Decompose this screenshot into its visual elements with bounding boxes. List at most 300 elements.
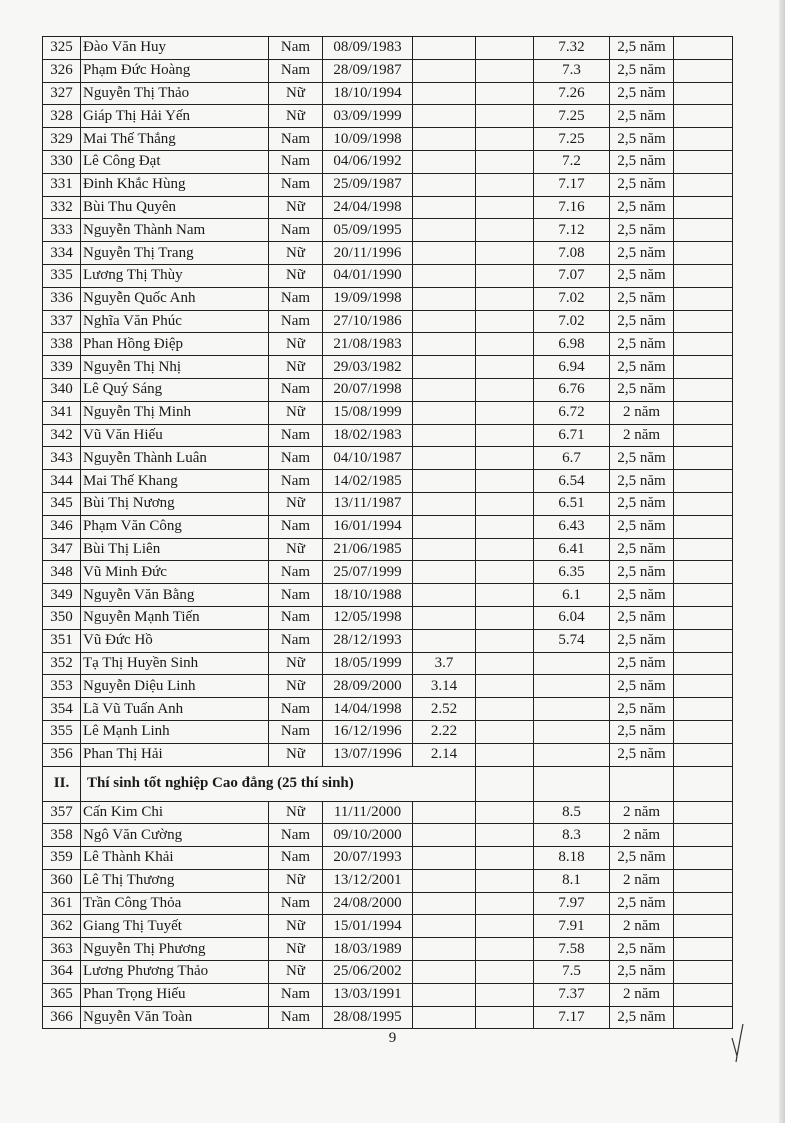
training-duration: 2,5 năm xyxy=(610,82,674,105)
table-row xyxy=(43,743,733,766)
table-cell-empty xyxy=(476,983,534,1006)
training-duration: 2,5 năm xyxy=(610,720,674,743)
score-cell-1 xyxy=(413,310,476,333)
candidate-gender: Nam xyxy=(269,606,323,629)
training-duration: 2,5 năm xyxy=(610,847,674,870)
table-row xyxy=(43,698,733,721)
table-body-part1 xyxy=(43,37,733,767)
row-number: 332 xyxy=(43,196,81,219)
candidate-birthdate: 12/05/1998 xyxy=(323,606,413,629)
candidate-name: Trần Công Thỏa xyxy=(81,892,269,915)
score-cell-1 xyxy=(413,105,476,128)
training-duration: 2,5 năm xyxy=(610,105,674,128)
candidate-gender: Nam xyxy=(269,447,323,470)
candidate-gender: Nam xyxy=(269,847,323,870)
row-number: 361 xyxy=(43,892,81,915)
candidate-name: Nguyễn Thị Nhị xyxy=(81,356,269,379)
training-duration: 2,5 năm xyxy=(610,242,674,265)
score-cell-1 xyxy=(413,629,476,652)
table-cell-empty xyxy=(674,128,733,151)
table-cell-empty xyxy=(674,847,733,870)
training-duration: 2,5 năm xyxy=(610,961,674,984)
table-cell-empty xyxy=(476,629,534,652)
table-cell-empty xyxy=(674,938,733,961)
training-duration: 2,5 năm xyxy=(610,173,674,196)
training-duration: 2 năm xyxy=(610,801,674,824)
table-cell-empty xyxy=(476,173,534,196)
candidate-gender: Nữ xyxy=(269,196,323,219)
score-cell-2: 6.54 xyxy=(534,470,610,493)
training-duration: 2,5 năm xyxy=(610,378,674,401)
training-duration: 2 năm xyxy=(610,824,674,847)
row-number: 341 xyxy=(43,401,81,424)
score-cell-2: 6.72 xyxy=(534,401,610,424)
candidate-birthdate: 18/02/1983 xyxy=(323,424,413,447)
row-number: 362 xyxy=(43,915,81,938)
table-cell-empty xyxy=(674,584,733,607)
table-cell-empty xyxy=(476,652,534,675)
candidate-name: Nguyễn Mạnh Tiến xyxy=(81,606,269,629)
candidate-name: Lương Thị Thùy xyxy=(81,264,269,287)
candidate-birthdate: 14/02/1985 xyxy=(323,470,413,493)
row-number: 334 xyxy=(43,242,81,265)
training-duration: 2 năm xyxy=(610,424,674,447)
table-cell-empty xyxy=(476,915,534,938)
table-row xyxy=(43,561,733,584)
candidate-birthdate: 16/01/1994 xyxy=(323,515,413,538)
candidate-name: Nguyễn Thị Phương xyxy=(81,938,269,961)
row-number: 365 xyxy=(43,983,81,1006)
score-cell-2: 6.04 xyxy=(534,606,610,629)
candidate-gender: Nữ xyxy=(269,401,323,424)
score-cell-2: 6.76 xyxy=(534,378,610,401)
score-cell-1: 2.52 xyxy=(413,698,476,721)
table-cell-empty xyxy=(476,242,534,265)
table-row xyxy=(43,983,733,1006)
table-cell-empty xyxy=(674,447,733,470)
candidate-birthdate: 05/09/1995 xyxy=(323,219,413,242)
table-cell-empty xyxy=(674,173,733,196)
training-duration: 2 năm xyxy=(610,915,674,938)
score-cell-2: 7.25 xyxy=(534,128,610,151)
candidate-gender: Nam xyxy=(269,173,323,196)
score-cell-2: 8.5 xyxy=(534,801,610,824)
candidate-name: Lê Thành Khải xyxy=(81,847,269,870)
candidate-gender: Nữ xyxy=(269,915,323,938)
table-section-header xyxy=(43,766,733,801)
training-duration: 2,5 năm xyxy=(610,333,674,356)
row-number: 360 xyxy=(43,869,81,892)
training-duration: 2,5 năm xyxy=(610,287,674,310)
candidate-birthdate: 14/04/1998 xyxy=(323,698,413,721)
table-cell-empty xyxy=(476,766,534,801)
candidate-name: Vũ Đức Hồ xyxy=(81,629,269,652)
score-cell-2 xyxy=(534,652,610,675)
candidate-birthdate: 13/12/2001 xyxy=(323,869,413,892)
candidate-gender: Nữ xyxy=(269,869,323,892)
score-cell-1: 2.14 xyxy=(413,743,476,766)
candidate-name: Nguyễn Thành Nam xyxy=(81,219,269,242)
row-number: 335 xyxy=(43,264,81,287)
training-duration: 2,5 năm xyxy=(610,37,674,60)
training-duration: 2,5 năm xyxy=(610,515,674,538)
table-row xyxy=(43,150,733,173)
training-duration: 2,5 năm xyxy=(610,652,674,675)
table-cell-empty xyxy=(476,37,534,60)
table-cell-empty xyxy=(476,105,534,128)
table-cell-empty xyxy=(674,401,733,424)
table-cell-empty xyxy=(610,766,674,801)
candidate-birthdate: 25/07/1999 xyxy=(323,561,413,584)
candidate-name: Nguyễn Quốc Anh xyxy=(81,287,269,310)
candidate-name: Phan Trọng Hiếu xyxy=(81,983,269,1006)
table-row xyxy=(43,938,733,961)
table-row xyxy=(43,37,733,60)
score-cell-1 xyxy=(413,938,476,961)
row-number: 339 xyxy=(43,356,81,379)
candidate-birthdate: 25/09/1987 xyxy=(323,173,413,196)
score-cell-1 xyxy=(413,356,476,379)
score-cell-2: 7.91 xyxy=(534,915,610,938)
candidate-gender: Nam xyxy=(269,378,323,401)
candidate-birthdate: 13/03/1991 xyxy=(323,983,413,1006)
training-duration: 2,5 năm xyxy=(610,150,674,173)
score-cell-2: 7.5 xyxy=(534,961,610,984)
candidate-name: Tạ Thị Huyền Sinh xyxy=(81,652,269,675)
score-cell-2: 7.08 xyxy=(534,242,610,265)
table-body-part2 xyxy=(43,801,733,1029)
candidate-birthdate: 21/08/1983 xyxy=(323,333,413,356)
table-cell-empty xyxy=(476,892,534,915)
training-duration: 2,5 năm xyxy=(610,356,674,379)
score-cell-2 xyxy=(534,698,610,721)
candidate-gender: Nam xyxy=(269,1006,323,1029)
candidate-birthdate: 04/06/1992 xyxy=(323,150,413,173)
score-cell-1 xyxy=(413,470,476,493)
table-cell-empty xyxy=(674,869,733,892)
table-cell-empty xyxy=(476,196,534,219)
training-duration: 2,5 năm xyxy=(610,470,674,493)
candidate-birthdate: 13/11/1987 xyxy=(323,492,413,515)
table-cell-empty xyxy=(674,242,733,265)
score-cell-1 xyxy=(413,150,476,173)
training-duration: 2,5 năm xyxy=(610,538,674,561)
score-cell-2: 7.37 xyxy=(534,983,610,1006)
row-number: 325 xyxy=(43,37,81,60)
candidate-birthdate: 29/03/1982 xyxy=(323,356,413,379)
candidate-name: Phạm Văn Công xyxy=(81,515,269,538)
score-cell-1 xyxy=(413,447,476,470)
score-cell-1 xyxy=(413,492,476,515)
score-cell-2: 7.2 xyxy=(534,150,610,173)
table-cell-empty xyxy=(674,150,733,173)
table-row xyxy=(43,824,733,847)
training-duration: 2,5 năm xyxy=(610,606,674,629)
table-row xyxy=(43,675,733,698)
table-cell-empty xyxy=(476,561,534,584)
score-cell-1 xyxy=(413,561,476,584)
candidate-birthdate: 16/12/1996 xyxy=(323,720,413,743)
candidate-birthdate: 25/06/2002 xyxy=(323,961,413,984)
table-cell-empty xyxy=(476,720,534,743)
section-title: Thí sinh tốt nghiệp Cao đẳng (25 thí sinh) xyxy=(81,766,476,801)
table-cell-empty xyxy=(674,264,733,287)
candidate-name: Lê Mạnh Linh xyxy=(81,720,269,743)
row-number: 348 xyxy=(43,561,81,584)
table-cell-empty xyxy=(476,675,534,698)
table-cell-empty xyxy=(476,356,534,379)
candidate-name: Bùi Thị Liên xyxy=(81,538,269,561)
score-cell-1 xyxy=(413,515,476,538)
candidate-name: Ngô Văn Cường xyxy=(81,824,269,847)
table-cell-empty xyxy=(674,82,733,105)
table-cell-empty xyxy=(674,961,733,984)
score-cell-1 xyxy=(413,173,476,196)
table-cell-empty xyxy=(674,743,733,766)
candidate-name: Mai Thế Khang xyxy=(81,470,269,493)
row-number: 355 xyxy=(43,720,81,743)
row-number: 353 xyxy=(43,675,81,698)
candidate-name: Mai Thế Thắng xyxy=(81,128,269,151)
table-cell-empty xyxy=(476,538,534,561)
table-row xyxy=(43,219,733,242)
table-cell-empty xyxy=(674,59,733,82)
score-cell-2: 8.18 xyxy=(534,847,610,870)
table-row xyxy=(43,196,733,219)
row-number: 349 xyxy=(43,584,81,607)
table-row xyxy=(43,720,733,743)
training-duration: 2,5 năm xyxy=(610,1006,674,1029)
table-cell-empty xyxy=(674,801,733,824)
candidate-birthdate: 18/10/1994 xyxy=(323,82,413,105)
table-cell-empty xyxy=(674,310,733,333)
score-cell-2: 7.25 xyxy=(534,105,610,128)
score-cell-2 xyxy=(534,675,610,698)
table-cell-empty xyxy=(674,1006,733,1029)
score-cell-2 xyxy=(534,743,610,766)
score-cell-1 xyxy=(413,1006,476,1029)
score-cell-1 xyxy=(413,961,476,984)
score-cell-2: 7.26 xyxy=(534,82,610,105)
training-duration: 2,5 năm xyxy=(610,892,674,915)
candidate-name: Lê Công Đạt xyxy=(81,150,269,173)
candidate-gender: Nữ xyxy=(269,961,323,984)
score-cell-1 xyxy=(413,128,476,151)
table-cell-empty xyxy=(476,287,534,310)
table-cell-empty xyxy=(674,492,733,515)
candidate-gender: Nam xyxy=(269,470,323,493)
table-row xyxy=(43,892,733,915)
table-cell-empty xyxy=(534,766,610,801)
table-row xyxy=(43,492,733,515)
table-cell-empty xyxy=(476,333,534,356)
candidate-birthdate: 04/10/1987 xyxy=(323,447,413,470)
candidate-gender: Nữ xyxy=(269,801,323,824)
row-number: 347 xyxy=(43,538,81,561)
candidate-gender: Nam xyxy=(269,983,323,1006)
row-number: 331 xyxy=(43,173,81,196)
table-cell-empty xyxy=(476,470,534,493)
row-number: 356 xyxy=(43,743,81,766)
candidate-gender: Nữ xyxy=(269,938,323,961)
table-cell-empty xyxy=(476,82,534,105)
table-cell-empty xyxy=(476,869,534,892)
candidate-birthdate: 28/09/2000 xyxy=(323,675,413,698)
candidate-birthdate: 28/08/1995 xyxy=(323,1006,413,1029)
table-cell-empty xyxy=(674,915,733,938)
row-number: 328 xyxy=(43,105,81,128)
score-cell-1 xyxy=(413,538,476,561)
table-row xyxy=(43,310,733,333)
candidate-birthdate: 18/05/1999 xyxy=(323,652,413,675)
candidate-name: Bùi Thu Quyên xyxy=(81,196,269,219)
candidate-gender: Nam xyxy=(269,561,323,584)
score-cell-1 xyxy=(413,82,476,105)
table-row xyxy=(43,801,733,824)
training-duration: 2,5 năm xyxy=(610,743,674,766)
score-cell-1 xyxy=(413,59,476,82)
candidate-gender: Nữ xyxy=(269,743,323,766)
table-row xyxy=(43,470,733,493)
candidate-gender: Nam xyxy=(269,287,323,310)
score-cell-1 xyxy=(413,264,476,287)
score-cell-1 xyxy=(413,401,476,424)
table-row xyxy=(43,424,733,447)
candidate-gender: Nam xyxy=(269,37,323,60)
score-cell-2: 8.1 xyxy=(534,869,610,892)
table-cell-empty xyxy=(674,675,733,698)
table-row xyxy=(43,401,733,424)
score-cell-2: 5.74 xyxy=(534,629,610,652)
table-cell-empty xyxy=(476,447,534,470)
score-cell-2: 7.58 xyxy=(534,938,610,961)
row-number: 336 xyxy=(43,287,81,310)
score-cell-1: 2.22 xyxy=(413,720,476,743)
candidate-name: Cấn Kim Chi xyxy=(81,801,269,824)
row-number: 352 xyxy=(43,652,81,675)
candidate-birthdate: 09/10/2000 xyxy=(323,824,413,847)
score-cell-2: 6.35 xyxy=(534,561,610,584)
score-cell-2: 6.51 xyxy=(534,492,610,515)
training-duration: 2,5 năm xyxy=(610,264,674,287)
table-cell-empty xyxy=(476,150,534,173)
table-cell-empty xyxy=(476,424,534,447)
row-number: 326 xyxy=(43,59,81,82)
training-duration: 2 năm xyxy=(610,869,674,892)
row-number: 354 xyxy=(43,698,81,721)
table-cell-empty xyxy=(476,128,534,151)
candidate-birthdate: 08/09/1983 xyxy=(323,37,413,60)
score-cell-2: 7.97 xyxy=(534,892,610,915)
table-cell-empty xyxy=(674,219,733,242)
candidate-gender: Nữ xyxy=(269,242,323,265)
candidate-name: Giáp Thị Hải Yến xyxy=(81,105,269,128)
candidate-name: Nguyễn Thành Luân xyxy=(81,447,269,470)
candidate-gender: Nam xyxy=(269,219,323,242)
table-cell-empty xyxy=(476,824,534,847)
table-row xyxy=(43,356,733,379)
table-row xyxy=(43,82,733,105)
candidate-gender: Nam xyxy=(269,720,323,743)
training-duration: 2,5 năm xyxy=(610,59,674,82)
row-number: 351 xyxy=(43,629,81,652)
table-cell-empty xyxy=(476,961,534,984)
candidate-birthdate: 15/08/1999 xyxy=(323,401,413,424)
table-cell-empty xyxy=(674,287,733,310)
candidate-name: Vũ Minh Đức xyxy=(81,561,269,584)
training-duration: 2 năm xyxy=(610,983,674,1006)
score-cell-1 xyxy=(413,424,476,447)
score-cell-2: 6.94 xyxy=(534,356,610,379)
score-cell-1 xyxy=(413,242,476,265)
table-cell-empty xyxy=(476,401,534,424)
candidate-birthdate: 18/10/1988 xyxy=(323,584,413,607)
score-cell-2 xyxy=(534,720,610,743)
table-cell-empty xyxy=(476,847,534,870)
training-duration: 2,5 năm xyxy=(610,629,674,652)
row-number: 359 xyxy=(43,847,81,870)
training-duration: 2 năm xyxy=(610,401,674,424)
score-cell-1 xyxy=(413,584,476,607)
table-row xyxy=(43,128,733,151)
table-cell-empty xyxy=(674,824,733,847)
score-cell-2: 6.7 xyxy=(534,447,610,470)
score-cell-2: 6.43 xyxy=(534,515,610,538)
score-cell-2: 7.32 xyxy=(534,37,610,60)
row-number: 358 xyxy=(43,824,81,847)
score-cell-1 xyxy=(413,801,476,824)
row-number: 346 xyxy=(43,515,81,538)
candidate-gender: Nữ xyxy=(269,652,323,675)
row-number: 330 xyxy=(43,150,81,173)
score-cell-2: 8.3 xyxy=(534,824,610,847)
table-row xyxy=(43,242,733,265)
score-cell-2: 7.17 xyxy=(534,1006,610,1029)
row-number: 337 xyxy=(43,310,81,333)
candidate-name: Nguyễn Văn Bằng xyxy=(81,584,269,607)
score-cell-1 xyxy=(413,847,476,870)
candidate-birthdate: 10/09/1998 xyxy=(323,128,413,151)
candidate-gender: Nữ xyxy=(269,675,323,698)
candidate-name: Nguyễn Thị Minh xyxy=(81,401,269,424)
table-cell-empty xyxy=(476,219,534,242)
section-row xyxy=(43,766,733,801)
training-duration: 2,5 năm xyxy=(610,561,674,584)
table-cell-empty xyxy=(476,938,534,961)
candidate-gender: Nữ xyxy=(269,82,323,105)
table-row xyxy=(43,333,733,356)
row-number: 340 xyxy=(43,378,81,401)
candidate-gender: Nam xyxy=(269,515,323,538)
candidate-birthdate: 04/01/1990 xyxy=(323,264,413,287)
table-row xyxy=(43,915,733,938)
candidate-birthdate: 24/04/1998 xyxy=(323,196,413,219)
candidate-birthdate: 13/07/1996 xyxy=(323,743,413,766)
candidate-gender: Nam xyxy=(269,824,323,847)
score-cell-2: 7.3 xyxy=(534,59,610,82)
candidate-name: Lê Quý Sáng xyxy=(81,378,269,401)
row-number: 344 xyxy=(43,470,81,493)
table-cell-empty xyxy=(476,59,534,82)
candidate-gender: Nam xyxy=(269,150,323,173)
candidate-name: Đinh Khắc Hùng xyxy=(81,173,269,196)
score-cell-2: 7.02 xyxy=(534,310,610,333)
candidate-gender: Nữ xyxy=(269,356,323,379)
score-cell-1 xyxy=(413,869,476,892)
table-row xyxy=(43,869,733,892)
table-cell-empty xyxy=(674,561,733,584)
candidate-birthdate: 24/08/2000 xyxy=(323,892,413,915)
